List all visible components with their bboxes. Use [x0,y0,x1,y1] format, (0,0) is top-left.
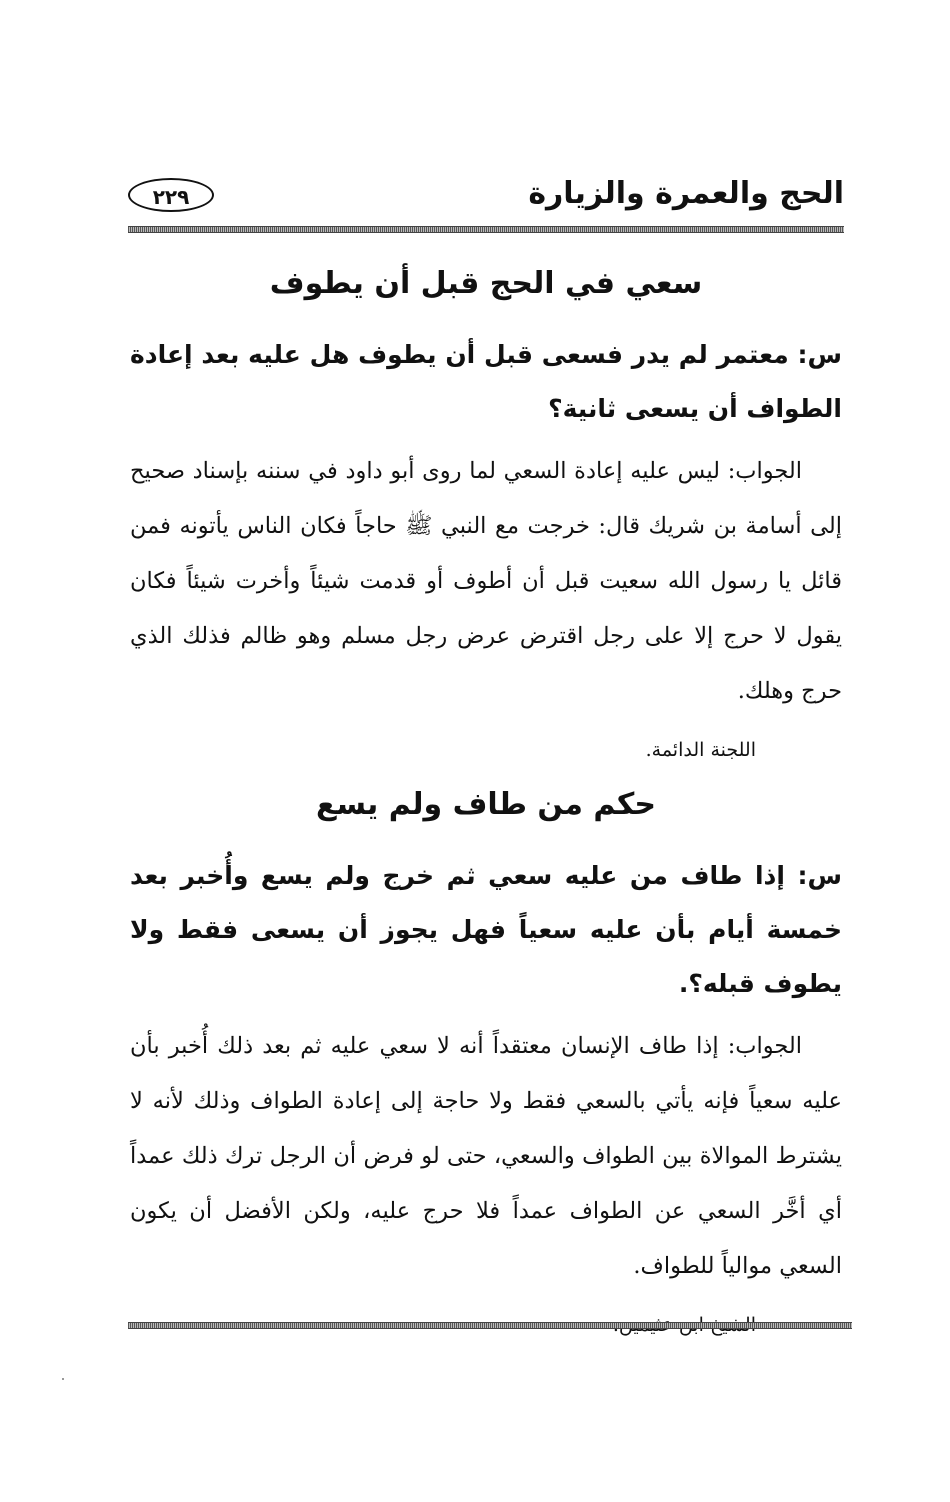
answer-source: اللجنة الدائمة. [645,739,756,761]
answer-text: الجواب: إذا طاف الإنسان معتقداً أنه لا سعي عليه ثم بعد ذلك أُخبر بأن عليه سعياً فإنه يأتي بالسعي فقط ولا حاجة إلى إعادة الطواف وذلك لأنه لا يشترط الموالاة بين الطواف والسعي، حتى لو فرض أن الرجل ترك ذلك عمداً أي أخَّر السعي عن الطواف عمداً فلا حرج عليه، ولكن الأفضل أن يكون السعي موالياً للطواف. [130,1033,842,1279]
footer-divider [128,1322,852,1329]
section-title: حكم من طاف ولم يسع [315,787,657,822]
answer-text: الجواب: ليس عليه إعادة السعي لما روى أبو داود في سننه بإسناد صحيح إلى أسامة بن شريك قال: خرجت مع النبي ﷺ حاجاً فكان الناس يأتونه فمن قائل يا رسول الله سعيت قبل أن أطوف أو قدمت شيئاً وأخرت شيئاً فكان يقول لا حرج إلا على رجل اقترض عرض رجل مسلم وهو ظالم فذلك الذي حرج وهلك. [130,458,842,704]
book-title: الحج والعمرة والزيارة [528,176,844,211]
section-tawaf-without-sai [130,783,842,1340]
page-content [130,262,842,1358]
running-header [128,170,844,226]
question-text: س: معتمر لم يدر فسعى قبل أن يطوف هل عليه بعد إعادة الطواف أن يسعى ثانية؟ [130,340,842,423]
page-number: ٢٢٩ [128,178,214,212]
section-title: سعي في الحج قبل أن يطوف [269,266,703,301]
section-sai-before-tawaf [130,262,842,765]
scan-speck [62,1378,64,1380]
question-text: س: إذا طاف من عليه سعي ثم خرج ولم يسع وأُخبر بعد خمسة أيام بأن عليه سعياً فهل يجوز أن يسعى فقط ولا يطوف قبله؟. [130,861,842,998]
header-divider [128,226,844,233]
